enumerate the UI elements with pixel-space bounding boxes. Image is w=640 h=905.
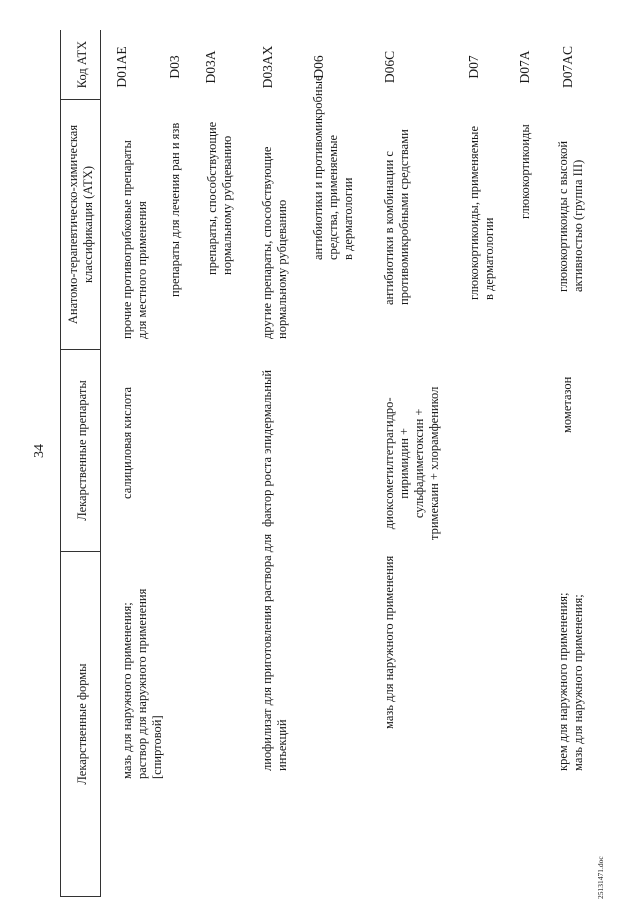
row-atc-d07: глюкокортикоиды, применяемые в дерматологии xyxy=(467,126,496,300)
row-drug-d03ax: фактор роста эпидермальный xyxy=(260,369,274,527)
header-atc-classification: Анатомо-терапевтическо-химическая классификация (АТХ) xyxy=(66,124,95,325)
row-code-d03ax: D03AX xyxy=(260,45,275,89)
row-code-d01ae: D01AE xyxy=(114,46,129,88)
row-forms-d07ac: крем для наружного применения; мазь для наружного применения; xyxy=(556,592,585,771)
row-forms-d03ax: лиофилизат для приготовления раствора для инъекций xyxy=(260,533,289,771)
header-drugs: Лекарственные препараты xyxy=(75,380,89,521)
row-drug-d07ac: мометазон xyxy=(560,376,574,433)
row-atc-d03: препараты для лечения ран и язв xyxy=(168,122,182,297)
row-code-d06c: D06C xyxy=(382,50,397,84)
row-atc-d03a: препараты, способствующие нормальному рубцеванию xyxy=(205,121,234,275)
header-forms: Лекарственные формы xyxy=(75,663,89,785)
row-atc-d07a: глюкокортикоиды xyxy=(518,124,532,219)
header-code: Код ATX xyxy=(75,40,89,89)
row-code-d03: D03 xyxy=(167,55,182,79)
row-code-d07a: D07A xyxy=(517,50,532,84)
col-divider-1 xyxy=(60,896,100,897)
row-drug-d01ae: салициловая кислота xyxy=(120,386,134,499)
table-top-border xyxy=(60,30,61,897)
row-atc-d01ae: прочие противогрибковые препараты для местного применения xyxy=(120,140,149,339)
row-drug-d06c: диоксометилтетрагидро- пиримидин + сульфадиметоксин + тримекаин + хлорамфеникол xyxy=(382,386,441,540)
row-code-d03a: D03A xyxy=(203,50,218,84)
row-atc-d06: антибиотики и противомикробные средства, применяемые в дерматологии xyxy=(311,75,355,260)
page-number: 34 xyxy=(32,444,47,458)
doc-id: 25131471.doc xyxy=(596,856,605,899)
row-atc-d03ax: другие препараты, способствующие нормальному рубцеванию xyxy=(260,146,289,339)
row-forms-d06c: мазь для наружного применения xyxy=(382,555,396,729)
row-atc-d07ac: глюкокортикоиды с высокой активностью (группа III) xyxy=(556,140,585,292)
row-code-d06: D06 xyxy=(311,55,326,79)
row-atc-d06c: антибиотики в комбинации с противомикробными средствами xyxy=(382,129,411,305)
row-forms-d01ae: мазь для наружного применения; раствор для наружного применения [спиртовой] xyxy=(120,588,164,779)
row-code-d07: D07 xyxy=(466,55,481,79)
table-header-divider xyxy=(100,30,101,897)
row-code-d07ac: D07AC xyxy=(560,46,575,89)
